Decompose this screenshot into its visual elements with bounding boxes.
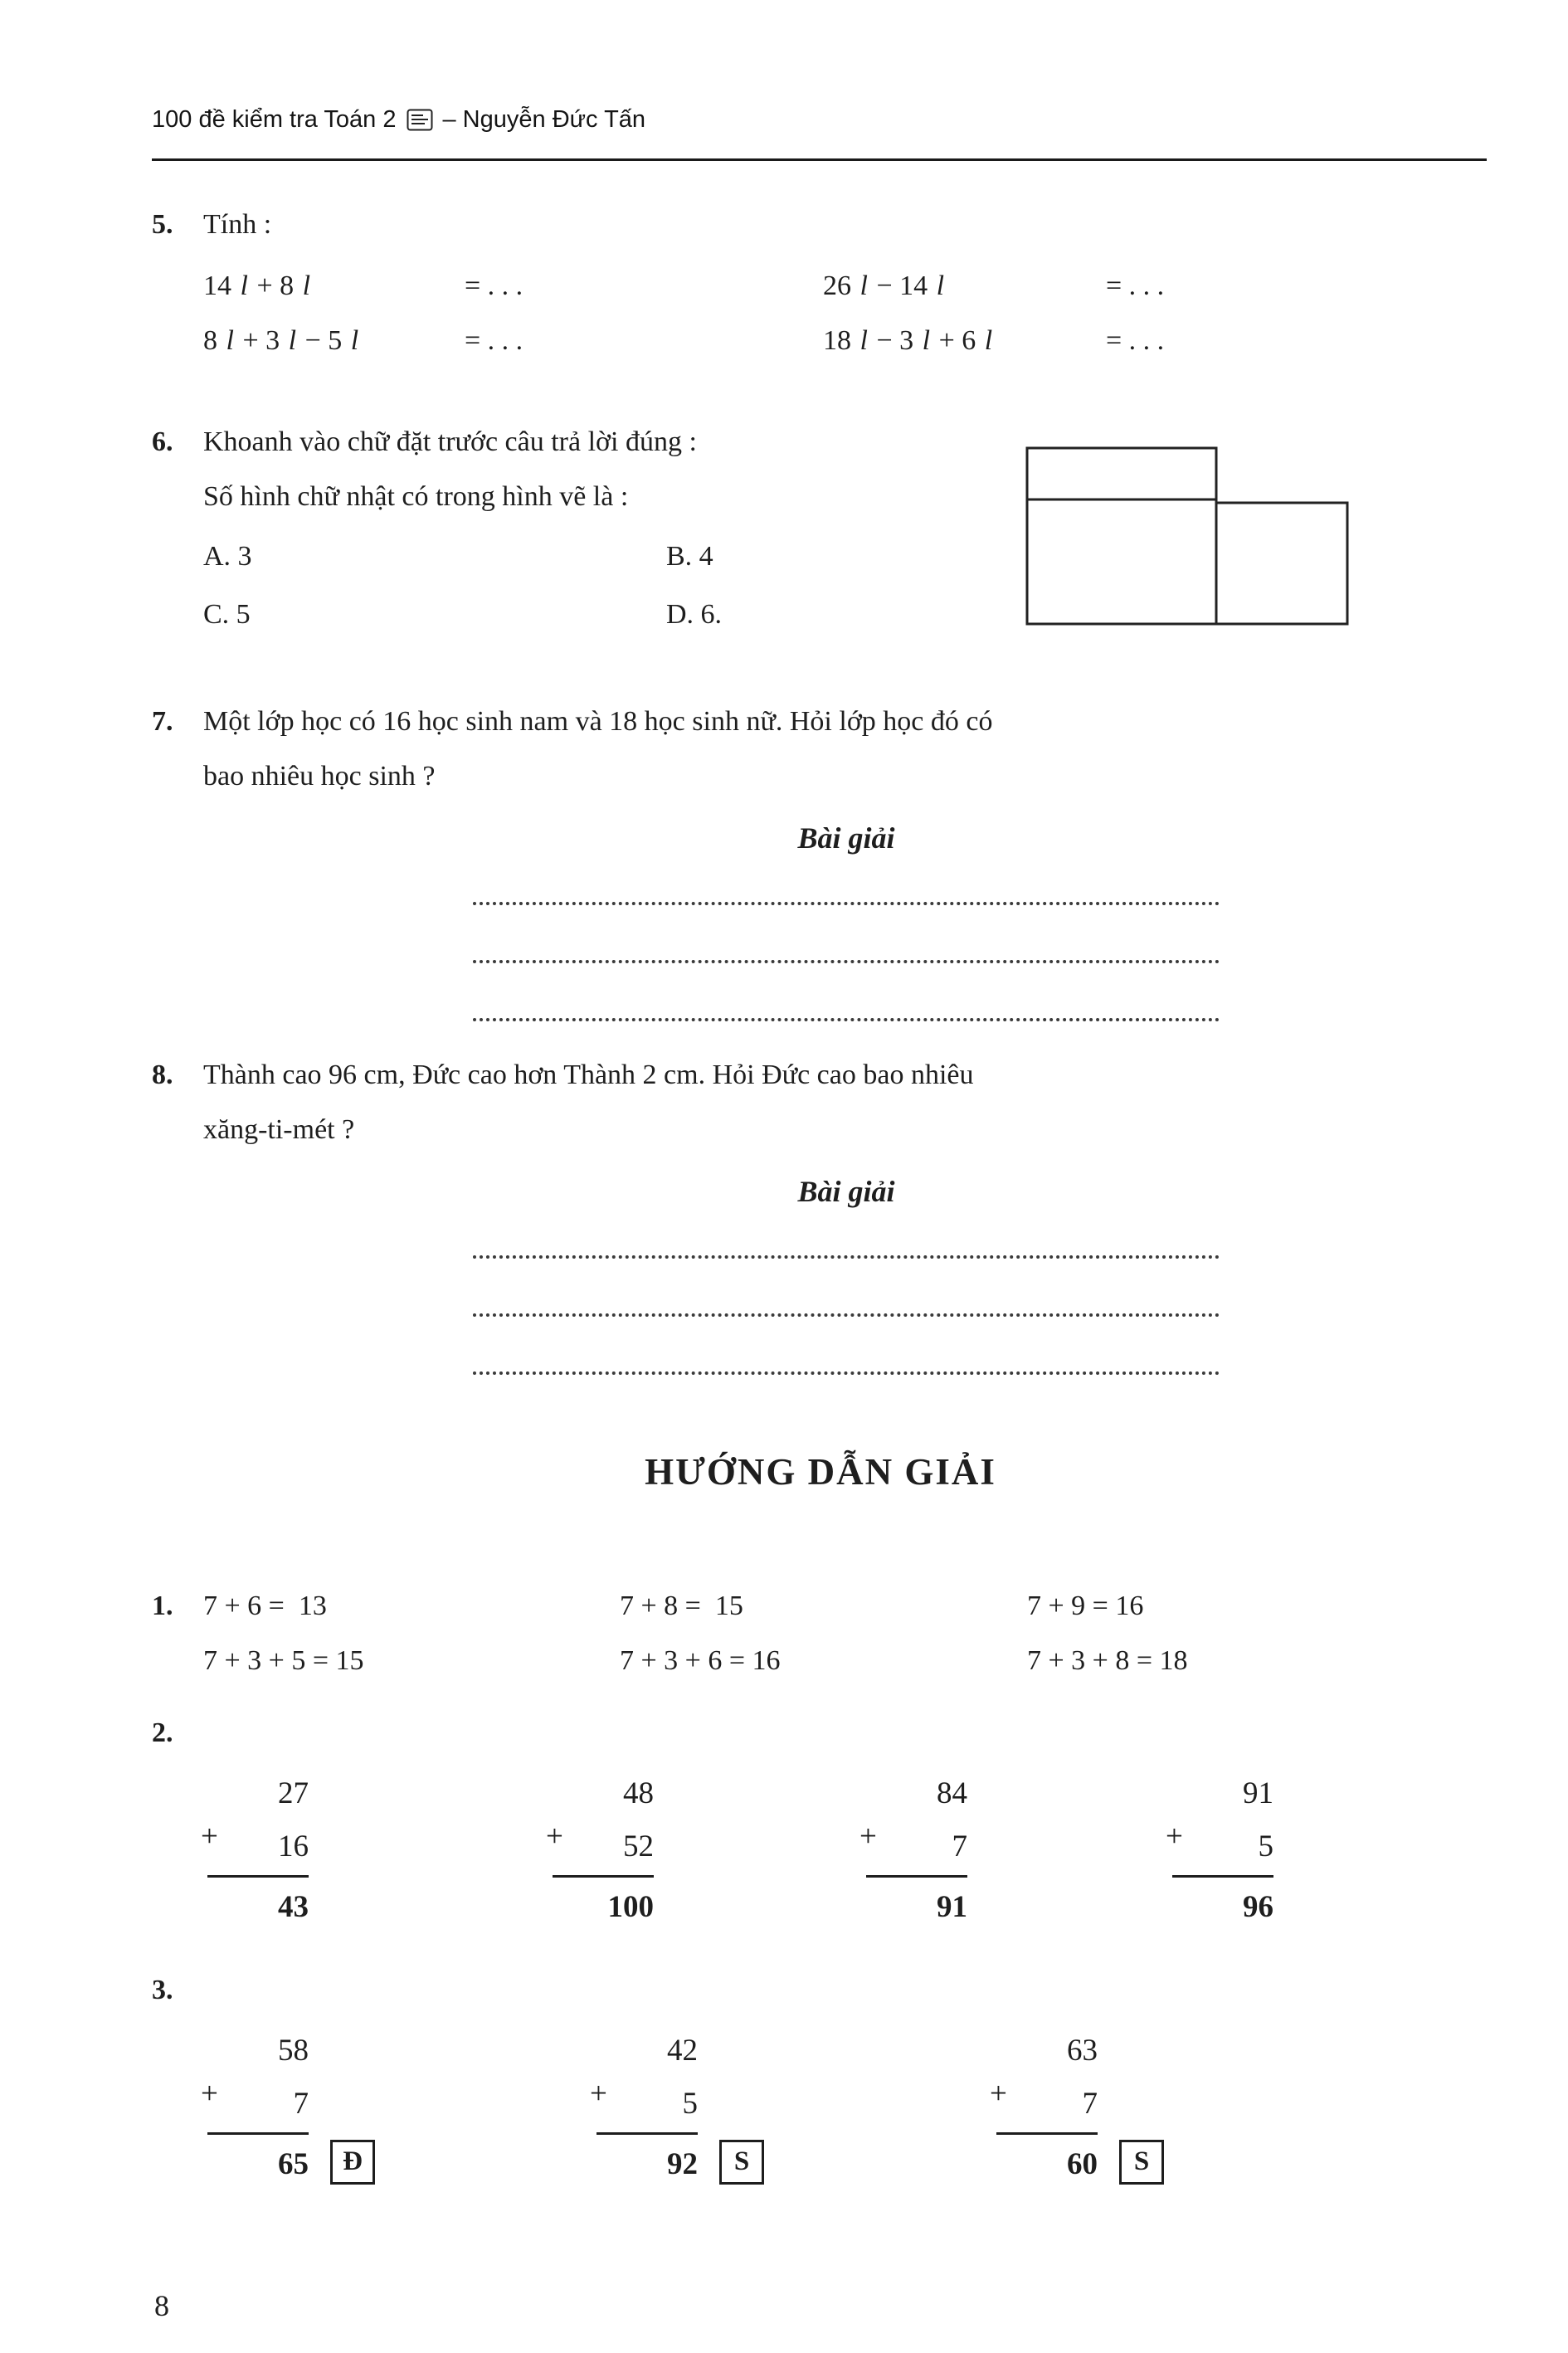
answer-number: 1. — [152, 1591, 173, 1621]
answer-dotted-line — [473, 905, 1220, 963]
expression: 26 l − 14 l — [823, 270, 945, 301]
answer-dotted-line — [473, 1259, 1220, 1317]
problem-text: Khoanh vào chữ đặt trước câu trả lời đúng : — [203, 426, 697, 457]
problem-number: 8. — [152, 1060, 173, 1090]
answer-blank: = . . . — [465, 325, 523, 356]
answer-dotted-line — [473, 963, 1220, 1021]
column-additions — [201, 2024, 1489, 2191]
addend-bottom: 7 — [952, 1829, 967, 1863]
problem-text: Thành cao 96 cm, Đức cao hơn Thành 2 cm. Hỏi Đức cao bao nhiêu — [203, 1060, 974, 1090]
page-number: 8 — [154, 2289, 169, 2322]
column-addition — [859, 1767, 967, 1934]
answer-equation: 7 + 3 + 6 = 16 — [620, 1645, 781, 1676]
book-title: 100 đề kiểm tra Toán 2 — [152, 106, 397, 133]
addend-bottom: 7 — [293, 2087, 309, 2121]
option-a: A. 3 — [203, 541, 252, 572]
problem-number: 7. — [152, 706, 173, 737]
sum-result: 96 — [1243, 1890, 1273, 1924]
expression: 14 l + 8 l — [203, 270, 311, 301]
sum-result: 100 — [607, 1890, 654, 1924]
sum-result: 60 — [1067, 2147, 1098, 2181]
verdict-box: Đ — [330, 2140, 375, 2185]
answer-number: 2. — [152, 1717, 173, 1748]
problem-number: 6. — [152, 426, 173, 457]
answer-2 — [152, 1706, 1489, 1934]
answer-blank: = . . . — [1106, 270, 1165, 301]
answer-blank: = . . . — [465, 270, 523, 301]
addend-bottom: 16 — [278, 1829, 309, 1863]
addend-top: 84 — [937, 1776, 967, 1810]
sum-result: 65 — [278, 2147, 309, 2181]
equation-grid — [203, 259, 1489, 368]
addend-top: 91 — [1243, 1776, 1273, 1810]
addend-bottom: 7 — [1082, 2087, 1098, 2121]
column-addition — [201, 2024, 363, 2191]
answer-equation: 7 + 3 + 8 = 18 — [1027, 1645, 1188, 1676]
answer-row — [203, 1579, 1489, 1634]
sum-result: 43 — [278, 1890, 309, 1924]
option-d: D. 6. — [666, 599, 723, 630]
figure-rect-bottom-left — [1027, 499, 1216, 624]
problem-title: Tính : — [203, 209, 272, 240]
addend-bottom: 52 — [623, 1829, 654, 1863]
problem-5 — [152, 197, 1489, 368]
answer-dotted-line — [473, 1219, 1220, 1259]
problem-text: xăng-ti-mét ? — [203, 1114, 355, 1145]
answer-blank: = . . . — [1106, 325, 1165, 356]
addend-top: 48 — [623, 1776, 654, 1810]
verdict-box: S — [1119, 2140, 1164, 2185]
answer-equation: 7 + 8 = 15 — [620, 1591, 743, 1621]
answer-equation: 7 + 3 + 5 = 15 — [203, 1645, 364, 1676]
option-c: C. 5 — [203, 599, 251, 630]
column-addition — [201, 1767, 309, 1934]
plus-sign: + — [990, 2077, 1007, 2111]
answers-section-heading: HƯỚNG DẪN GIẢI — [645, 1451, 996, 1493]
problem-number: 5. — [152, 209, 173, 240]
addend-bottom: 5 — [682, 2087, 698, 2121]
plus-sign: + — [590, 2077, 607, 2111]
answer-equation: 7 + 9 = 16 — [1027, 1591, 1144, 1621]
plus-sign: + — [201, 1820, 218, 1854]
problem-text: Số hình chữ nhật có trong hình vẽ là : — [203, 481, 629, 512]
expression: 8 l + 3 l − 5 l — [203, 325, 359, 356]
option-b: B. 4 — [666, 541, 713, 572]
column-addition — [990, 2024, 1150, 2191]
answer-dotted-line — [473, 1317, 1220, 1375]
rectangles-figure — [1019, 446, 1351, 633]
answer-1 — [152, 1579, 1489, 1688]
plus-sign: + — [1166, 1820, 1183, 1854]
plus-sign: + — [201, 2077, 218, 2111]
equation-row — [203, 259, 1489, 314]
answer-row — [203, 1634, 1489, 1688]
solution-heading: Bài giải — [797, 821, 895, 855]
answer-equation: 7 + 6 = 13 — [203, 1591, 327, 1621]
problem-text: Một lớp học có 16 học sinh nam và 18 học sinh nữ. Hỏi lớp học đó có — [203, 706, 993, 737]
addend-top: 58 — [278, 2034, 309, 2068]
answer-number: 3. — [152, 1975, 173, 2005]
addend-top: 27 — [278, 1776, 309, 1810]
equation-row — [203, 314, 1489, 368]
column-addition — [590, 2024, 750, 2191]
column-addition — [1166, 1767, 1273, 1934]
problem-8 — [152, 1048, 1489, 1375]
publisher-logo-icon — [407, 109, 433, 131]
sum-result: 92 — [667, 2147, 698, 2181]
answer-3 — [152, 1963, 1489, 2191]
header-divider — [152, 158, 1487, 161]
column-additions — [201, 1767, 1489, 1934]
solution-heading: Bài giải — [797, 1175, 895, 1208]
answer-dotted-line — [473, 865, 1220, 905]
figure-rect-top — [1027, 448, 1216, 499]
addend-bottom: 5 — [1258, 1829, 1273, 1863]
plus-sign: + — [859, 1820, 877, 1854]
figure-rect-right — [1216, 503, 1347, 624]
verdict-box: S — [719, 2140, 764, 2185]
problem-text: bao nhiêu học sinh ? — [203, 761, 436, 792]
sum-result: 91 — [937, 1890, 967, 1924]
column-addition — [546, 1767, 654, 1934]
problem-7 — [152, 694, 1489, 1021]
expression: 18 l − 3 l + 6 l — [823, 325, 993, 356]
plus-sign: + — [546, 1820, 563, 1854]
addend-top: 63 — [1067, 2034, 1098, 2068]
running-header — [152, 106, 1487, 134]
book-author: – Nguyễn Đức Tấn — [442, 106, 646, 133]
addend-top: 42 — [667, 2034, 698, 2068]
